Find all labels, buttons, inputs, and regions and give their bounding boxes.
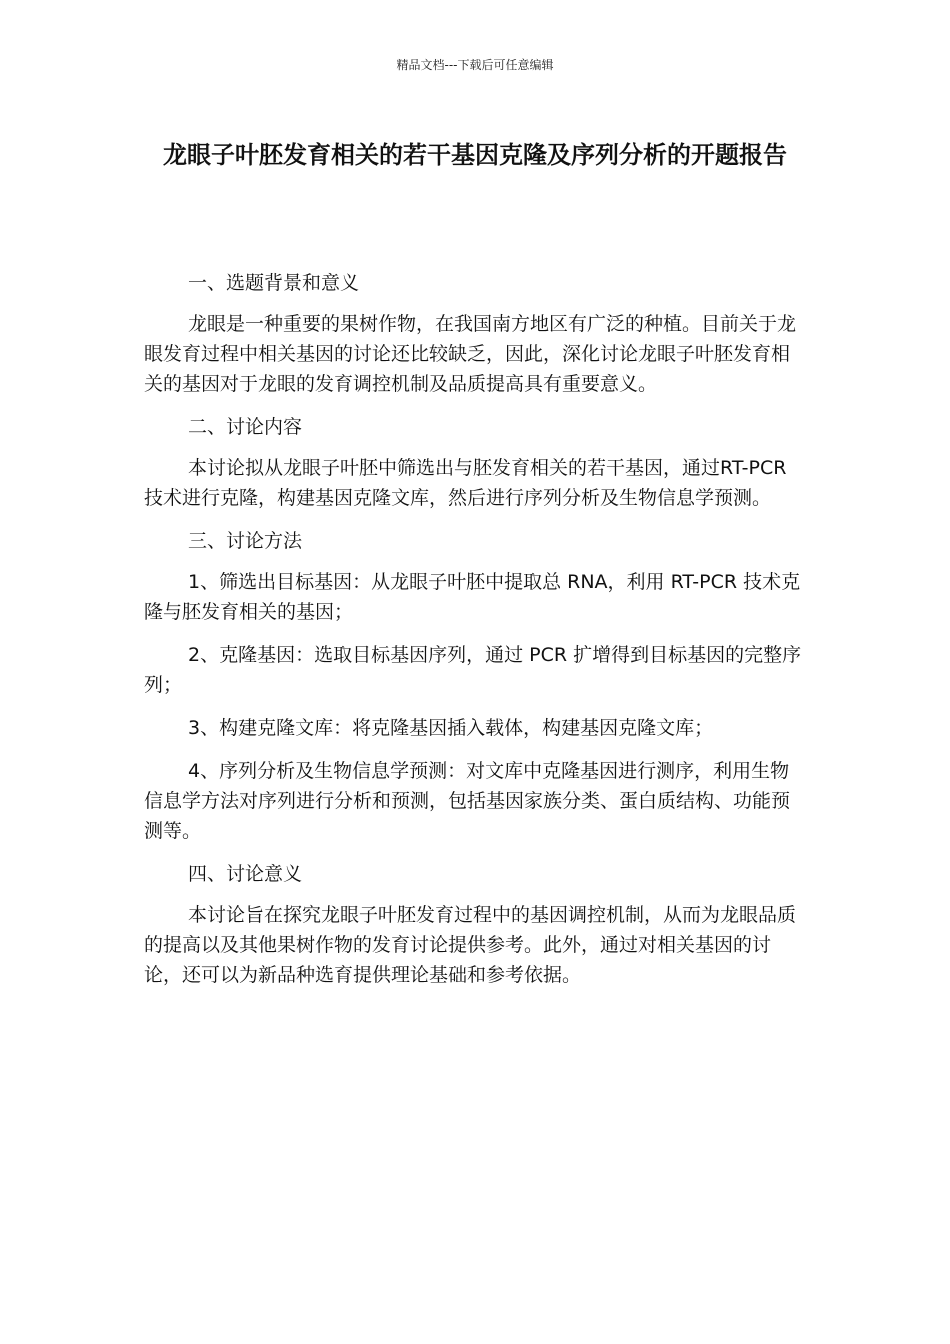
header-note: 精品文档---下载后可任意编辑 bbox=[396, 58, 554, 72]
section-heading-methods: 三、讨论方法 bbox=[188, 530, 303, 552]
section-heading-background: 一、选题背景和意义 bbox=[188, 272, 360, 294]
paragraph-background: 龙眼是一种重要的果树作物，在我国南方地区有广泛的种植。目前关于龙眼发育过程中相关基因的讨论还比较缺乏，因此，深化讨论龙眼子叶胚发育相关的基因对于龙眼的发育调控机制及品质提高具有重要意义。 bbox=[144, 313, 797, 395]
method-step-3: 3、构建克隆文库：将克隆基因插入载体，构建基因克隆文库； bbox=[188, 717, 714, 739]
section-heading-significance: 四、讨论意义 bbox=[188, 863, 303, 885]
paragraph-content: 本讨论拟从龙眼子叶胚中筛选出与胚发育相关的若干基因，通过RT-PCR 技术进行克隆，构建基因克隆文库，然后进行序列分析及生物信息学预测。 bbox=[144, 457, 787, 509]
section-heading-content: 二、讨论内容 bbox=[188, 416, 303, 438]
method-step-4: 4、序列分析及生物信息学预测：对文库中克隆基因进行测序，利用生物信息学方法对序列进行分析和预测，包括基因家族分类、蛋白质结构、功能预测等。 bbox=[144, 760, 791, 842]
method-step-2: 2、克隆基因：选取目标基因序列，通过 PCR 扩增得到目标基因的完整序列； bbox=[144, 644, 802, 696]
document-body bbox=[144, 268, 806, 1003]
method-step-1: 1、筛选出目标基因：从龙眼子叶胚中提取总 RNA，利用 RT-PCR 技术克隆与胚发育相关的基因； bbox=[144, 571, 801, 623]
paragraph-significance: 本讨论旨在探究龙眼子叶胚发育过程中的基因调控机制，从而为龙眼品质的提高以及其他果树作物的发育讨论提供参考。此外，通过对相关基因的讨论，还可以为新品种选育提供理论基础和参考依据。 bbox=[144, 904, 797, 986]
document-title: 龙眼子叶胚发育相关的若干基因克隆及序列分析的开题报告 bbox=[163, 141, 787, 169]
